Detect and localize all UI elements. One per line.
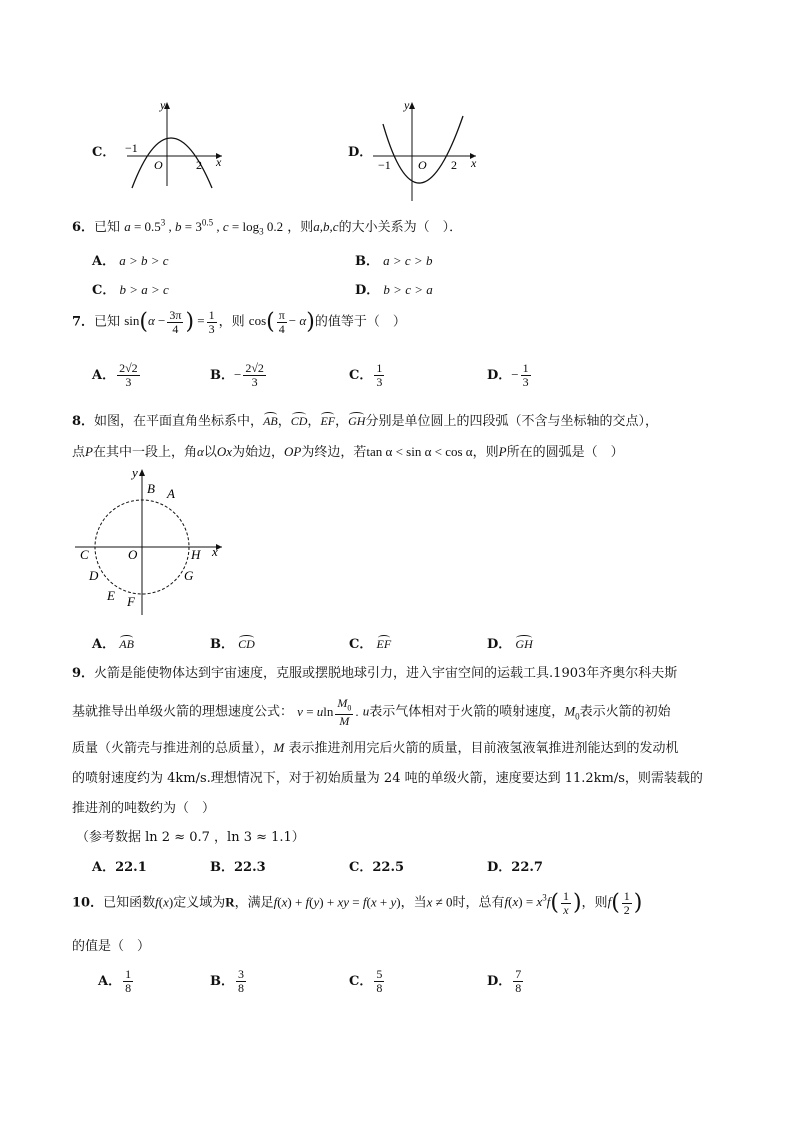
graph-d-figure xyxy=(368,96,483,206)
q8-y-arrow xyxy=(139,469,145,476)
q8-label-C: C xyxy=(80,547,89,562)
q8-option-b[interactable]: B． CD xyxy=(210,637,255,652)
q6-number: 6． xyxy=(72,220,95,235)
graph-d-minus-one: −1 xyxy=(378,158,391,172)
q8-number: 8． xyxy=(72,414,95,429)
q7-text: ，则 xyxy=(218,314,245,330)
q9-option-b[interactable]: B．22.3 xyxy=(210,860,266,875)
q7-number: 7． xyxy=(72,314,95,330)
q6-text: ，则 xyxy=(287,220,314,235)
q6-text: 已知 xyxy=(94,220,121,235)
graph-c-minus-one: −1 xyxy=(125,141,138,155)
arc-ef: EF xyxy=(320,414,336,428)
graph-c-origin: O xyxy=(154,158,163,172)
q8-label-D: D xyxy=(89,568,99,583)
q9-number: 9． xyxy=(72,666,95,681)
arc-cd: CD xyxy=(290,414,308,428)
q10-option-c[interactable]: C． $\frac{5}{8}$ xyxy=(349,967,383,995)
q7-option-c[interactable]: C． $\frac{1}{3}$ xyxy=(349,361,383,389)
q9-line3: 质量（火箭壳与推进剂的总质量），M 表示推进剂用完后火箭的质量，目前液氢液氧推进剂能达到的发动机 xyxy=(72,740,679,756)
q6-option-d[interactable]: D． b > c > a xyxy=(355,282,433,298)
q6-vars: a,b,c xyxy=(313,219,339,234)
q8-label-O: O xyxy=(128,547,138,562)
q8-option-c[interactable]: C． EF xyxy=(349,637,392,652)
q6-stem xyxy=(72,216,462,237)
q10-target: f( $\frac{1}{2}$ ) xyxy=(607,889,643,917)
graph-d-origin: O xyxy=(418,158,427,172)
q6-expression: $a = 0.5^3$ , $b = 3^{0.5}$ , $c = \log_3 0.2$ xyxy=(124,217,284,237)
arc-gh: GH xyxy=(348,414,366,428)
q7-stem xyxy=(72,309,406,336)
graph-c-figure xyxy=(112,96,227,191)
q9-line5: 推进剂的吨数约为（ ） xyxy=(72,801,216,816)
graph-c-x-label: x xyxy=(216,155,222,169)
q8-label-B: B xyxy=(147,481,155,496)
q8-label-x: x xyxy=(212,544,218,559)
graph-c-y-label: y xyxy=(160,98,166,112)
q6-option-a[interactable]: A． a > b > c xyxy=(92,253,169,269)
q9-option-c[interactable]: C．22.5 xyxy=(349,860,405,875)
q6-option-c[interactable]: C． b > a > c xyxy=(92,282,169,298)
q9-reference: （参考数据 ln 2 ≈ 0.7 ，ln 3 ≈ 1.1） xyxy=(76,830,305,845)
q10-option-d[interactable]: D． $\frac{7}{8}$ xyxy=(487,967,522,995)
q8-label-F: F xyxy=(127,594,135,609)
q8-stem-line1: 8．如图，在平面直角坐标系中，AB，CD，EF，GH分别是单位圆上的四段弧（不含与坐标轴的交点）， xyxy=(72,414,658,429)
q8-label-G: G xyxy=(184,568,194,583)
arc-ab: AB xyxy=(263,414,278,428)
q7-text: 已知 xyxy=(94,314,121,330)
graph-d-x-label: x xyxy=(471,156,477,170)
graph-c-label: C． xyxy=(92,145,116,160)
q8-option-d[interactable]: D． GH xyxy=(487,637,533,652)
graph-d-two: 2 xyxy=(451,158,457,172)
graph-d-parabola xyxy=(383,116,463,183)
q8-option-a[interactable]: A． AB xyxy=(92,637,134,652)
q9-line4: 的喷射速度约为 4km/s.理想情况下，对于初始质量为 24 吨的单级火箭，速度要达到 11.2km/s，则需装载的 xyxy=(72,771,703,786)
q7-option-d[interactable]: D．− $\frac{1}{3}$ xyxy=(487,361,529,389)
q7-option-b[interactable]: B．− $\frac{2√2}{3}$ xyxy=(210,361,264,389)
graph-d-label: D． xyxy=(348,145,373,160)
graph-c-two: 2 xyxy=(196,158,202,172)
q10-condition: $f(x) = x^3f$( $\frac{1}{x}$ ) xyxy=(504,889,582,917)
q7-option-a[interactable]: A． $\frac{2√2}{3}$ xyxy=(92,361,138,389)
q8-label-H: H xyxy=(191,547,201,562)
q10-option-b[interactable]: B． $\frac{3}{8}$ xyxy=(210,967,244,995)
graph-d-y-arrow xyxy=(409,102,415,109)
q9-option-d[interactable]: D．22.7 xyxy=(487,860,543,875)
q8-label-E: E xyxy=(107,588,115,603)
q8-unit-circle-figure xyxy=(70,465,230,620)
q6-option-b[interactable]: B． a > c > b xyxy=(355,253,433,269)
q8-label-y: y xyxy=(132,465,138,480)
q9-line1: 9．火箭是能使物体达到宇宙速度，克服或摆脱地球引力，进入宇宙空间的运载工具.1903年齐奥尔科夫斯 xyxy=(72,666,678,681)
q7-target: cos( $\frac{\pi}{4}$ − α) xyxy=(248,308,315,336)
q7-given: sin(α − $\frac{3\pi}{4}$ ) = $\frac{1}{3}$ xyxy=(124,308,215,336)
q10-functional-eq: f(x) + f(y) + xy = f(x + y) xyxy=(273,894,401,910)
q9-formula: v = uln $\frac{M_0}{M}$ . xyxy=(297,696,359,729)
graph-d-y-label: y xyxy=(404,98,410,112)
q10-stem-line2: 的值是（ ） xyxy=(72,939,151,954)
q8-stem-line2: 点P在其中一段上，角α以Ox为始边，OP为终边，若tan α < sin α < cos α，则P所在的圆弧是（ ） xyxy=(72,444,624,460)
q10-number: 10． xyxy=(72,895,104,911)
q10-stem-line1: 10．已知函数f(x)定义域为R，满足f(x) + f(y) + xy = f(x + y)，当x ≠ 0时，总有$f(x) = x^3f$( $\frac{1}{x}$ )，则f( $\frac{1}{2}$ ) xyxy=(72,889,643,917)
q9-line2: 基就推导出单级火箭的理想速度公式： v = uln $\frac{M_0}{M}$ . u表示气体相对于火箭的喷射速度，$M_0$表示火箭的初始 xyxy=(72,696,671,729)
q6-text: 的大小关系为（ ）． xyxy=(338,220,463,235)
q10-option-a[interactable]: A． $\frac{1}{8}$ xyxy=(98,967,132,995)
q8-label-A: A xyxy=(167,486,175,501)
q9-option-a[interactable]: A．22.1 xyxy=(92,860,147,875)
q7-text: 的值等于（ ） xyxy=(314,314,406,330)
